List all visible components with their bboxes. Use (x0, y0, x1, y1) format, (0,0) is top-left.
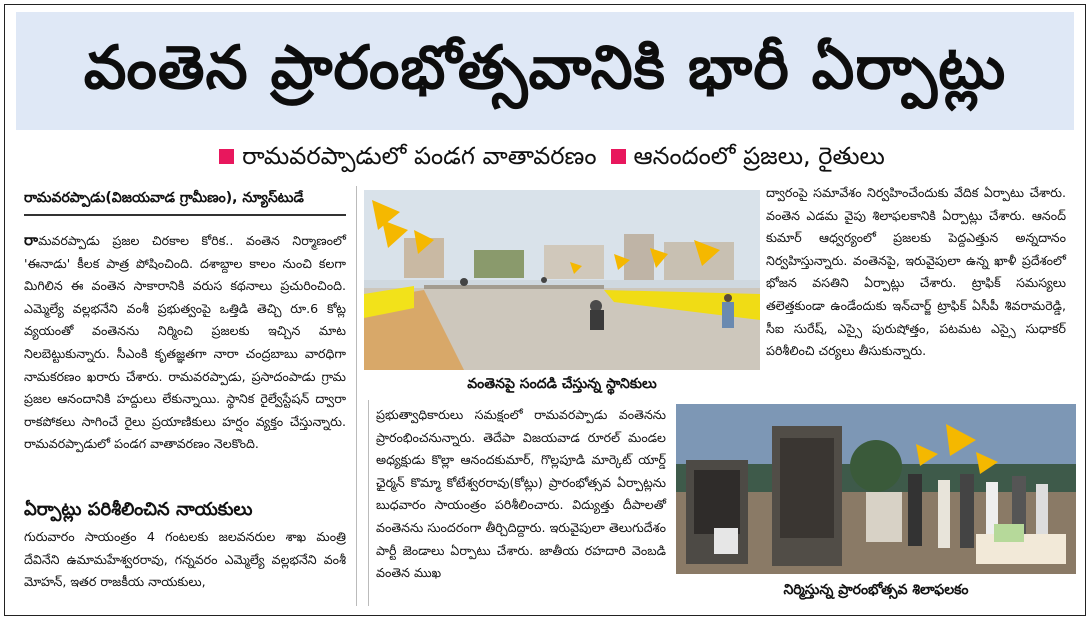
bridge-photo-caption: వంతెనపై సందడి చేస్తున్న స్థానికులు (467, 376, 657, 392)
column-divider (356, 186, 357, 606)
bullet-square-icon (611, 149, 626, 164)
column-1-continued (24, 526, 346, 594)
column-1 (24, 229, 346, 456)
plaque-photo-illustration (676, 404, 1076, 574)
column-2 (376, 404, 666, 585)
bullet-square-icon (219, 149, 234, 164)
dateline: రామవరప్పాడు(విజయవాడ గ్రామీణం), న్యూస్‌టుడే (24, 190, 304, 206)
headline-band (16, 12, 1074, 130)
bridge-photo (364, 190, 760, 370)
column-3 (766, 182, 1066, 363)
subheadline (16, 138, 1074, 174)
column-1-text: మవరప్పాడు ప్రజల చిరకాల కోరిక.. వంతెన నిర్మాణంలో 'ఈనాడు' కీలక పాత్ర పోషించింది. దశాబ్దాల కాలం నుంచి కలగా మిగిలిన ఈ వంతెన సాకారానికి వరుస కథనాలు ప్రచురించింది. ఎమ్మెల్యే వల్లభనేని వంశీ ప్రభుత్వంపై ఒత్తిడి తెచ్చి రూ.6 కోట్ల వ్యయంతో వంతెనను నిర్మించి ప్రజలకు ఇచ్చిన మాట నిలబెట్టుకున్నారు. సీఎంకి కృతజ్ఞతగా నారా చంద్రబాబు వారధిగా నామకరణం ఖరారు చేశారు. రామవరప్పాడు, ప్రసాదంపాడు గ్రామ ప్రజల ఆనందానికి హద్దులు లేకున్నాయి. స్థానిక రైల్వేస్టేషన్ ద్వారా రాకపోకలు సాగించే రైలు ప్రయాణికులు హర్షం వ్యక్తం చేస్తున్నారు. రామవరప్పాడులో పండగ వాతావరణం నెలకొంది. (24, 233, 346, 452)
column-divider (368, 400, 369, 606)
subhead-2: ఆనందంలో ప్రజలు, రైతులు (633, 142, 885, 170)
column-2-text: ప్రభుత్వాధికారులు సమక్షంలో రామవరప్పాడు వంతెనను ప్రారంభించనున్నారు. తెదేపా విజయవాడ రూరల్ మండల అధ్యక్షుడు కొల్లా ఆనందకుమార్, గొల్లపూడి మార్కెట్ యార్డ్ ఛైర్మన్ కొమ్మా కోటేశ్వరరావు(కోట్లు) ప్రారంభోత్సవ ఏర్పాట్లను బుధవారం సాయంత్రం పరిశీలించారు. విద్యుత్తు దీపాలతో వంతెనను సుందరంగా తీర్చిదిద్దారు. ఇరువైపులా తెలుగుదేశం పార్టీ జెండాలు ఏర్పాటు చేశారు. జాతీయ రహదారి వెంబడి వంతెన ముఖ (376, 407, 666, 581)
plaque-photo-caption: నిర్మిస్తున్న ప్రారంభోత్సవ శిలాఫలకం (783, 582, 969, 598)
dateline-rule (24, 214, 346, 216)
column-1b-text: గురువారం సాయంత్రం 4 గంటలకు జలవనరుల శాఖ మంత్రి దేవినేని ఉమామహేశ్వరరావు, గన్నవరం ఎమ్మెల్యే వల్లభనేని వంశీ మోహన్, ఇతర రాజకీయ నాయకులు, (24, 529, 346, 590)
headline: వంతెన ప్రారంభోత్సవానికి భారీ ఏర్పాట్లు (83, 33, 1007, 103)
section-heading: ఏర్పాట్లు పరిశీలించిన నాయకులు (24, 499, 253, 520)
subhead-1: రామవరప్పాడులో పండగ వాతావరణం (242, 142, 597, 170)
column-3-text: ద్వారంపై సమావేశం నిర్వహించేందుకు వేదిక ఏర్పాటు చేశారు. వంతెన ఎడమ వైపు శిలాఫలకానికి ఏర్పాట్లు చేశారు. ఆనంద్ కుమార్ ఆధ్వర్యంలో ప్రజలకు పెద్దఎత్తున అన్నదానం నిర్వహిస్తున్నారు. వంతెనపై, ఇరువైపులా ఉన్న ఖాళీ ప్రదేశంలో భోజన వసతిని ఏర్పాట్లు చేశారు. ట్రాఫిక్ సమస్యలు తలెత్తకుండా ఉండేందుకు ఇన్‌చార్జ్ ట్రాఫిక్ ఏసీపీ శివరామరెడ్డి, సీఐ సురేష్, ఎస్సై పురుషోత్తం, పటమట ఎస్సై సుధాకర్ పరిశీలించి చర్యలు తీసుకున్నారు. (766, 185, 1066, 359)
dropcap: రా (24, 231, 39, 249)
plaque-photo (676, 404, 1076, 574)
bridge-photo-illustration (364, 190, 760, 370)
